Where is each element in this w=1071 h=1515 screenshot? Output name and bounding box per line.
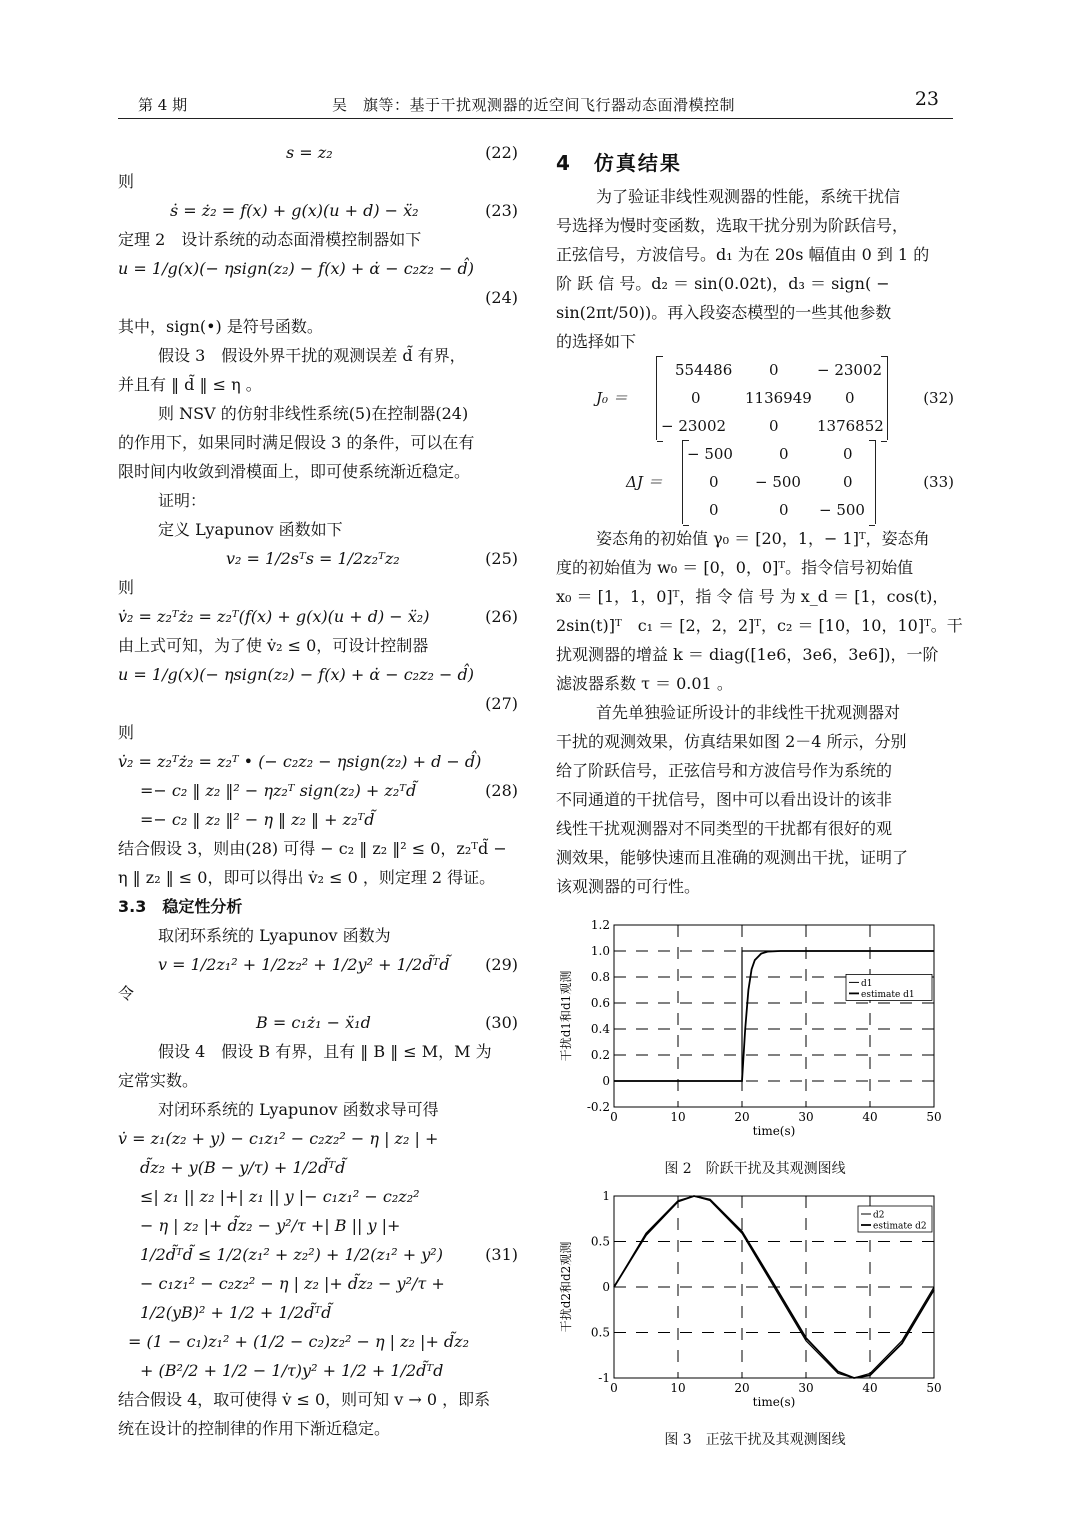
- x-tick-label: 20: [734, 1381, 750, 1395]
- paragraph-line: 度的初始值为 w₀ ＝ [0，0，0]ᵀ。指令信号初始值: [556, 558, 914, 577]
- equation-24-number: (24): [485, 288, 518, 307]
- x-tick-label: 10: [670, 1381, 686, 1395]
- assumption-3: 假设 3 假设外界干扰的观测误差 d̃ 有界，: [158, 346, 466, 365]
- equation-31-line: d̃z₂ + y(B − y/τ) + 1/2d̃ᵀd̃: [140, 1158, 346, 1177]
- paragraph-line: 该观测器的可行性。: [556, 877, 701, 896]
- paragraph-line: 线性干扰观测器对不同类型的干扰都有很好的观: [556, 819, 893, 838]
- x-tick-label: 10: [670, 1110, 686, 1124]
- equation-28: =− c₂ ‖ z₂ ‖² − ηz₂ᵀ sign(z₂) + z₂ᵀd̃ (28): [140, 781, 518, 800]
- equation-23: ṡ = ż₂ = f(x) + g(x)(u + d) − ẍ₂ (23): [170, 201, 518, 220]
- equation-32-number: (32): [923, 389, 954, 407]
- matrix-deltaJ-label: ΔJ ＝: [626, 473, 663, 491]
- y-tick-label: 0.5: [590, 1325, 610, 1340]
- theorem-2: 定理 2 设计系统的动态面滑模控制器如下: [118, 230, 422, 249]
- paragraph-line: 不同通道的干扰信号，图中可以看出设计的该非: [556, 790, 893, 809]
- proof-label: 证明：: [158, 491, 207, 510]
- paragraph-line: x₀ ＝ [1，1，0]ᵀ，指 令 信 号 为 x_d ＝ [1，cos(t)，: [556, 587, 949, 606]
- paragraph-line: sin(2πt/50))。再入段姿态模型的一些其他参数: [556, 303, 892, 322]
- figure-2: [556, 919, 954, 1182]
- running-header: [118, 90, 953, 119]
- paragraph-line: 滤波器系数 τ ＝ 0.01 。: [556, 674, 733, 693]
- x-tick-label: 20: [734, 1110, 750, 1124]
- equation-27: u = 1/g(x)(− ηsign(z₂) − f(x) + α̇ − c₂z₂ − d̂): [118, 665, 474, 684]
- equation-31-line: + (B²/2 + 1/2 − 1/τ)y² + 1/2 + 1/2d̃ᵀd: [140, 1361, 444, 1380]
- text-ling: 令: [118, 984, 135, 1003]
- legend-label: estimate d1: [861, 989, 915, 1000]
- derivative-intro: 对闭环系统的 Lyapunov 函数求导可得: [158, 1100, 439, 1119]
- equation-22: s = z₂ (22): [286, 143, 518, 162]
- legend-label: estimate d2: [873, 1221, 927, 1232]
- matrix-J0: [556, 356, 954, 440]
- figure-2-caption: 图 2 阶跃干扰及其观测图线: [664, 1161, 846, 1177]
- chart-sine-disturbance: [556, 1190, 954, 1418]
- equation-25: v₂ = 1/2sᵀs = 1/2z₂ᵀz₂ (25): [226, 549, 518, 568]
- matrix-J0-body: 554486 0 − 23002 0 1136949 0 − 23002 0 1376852: [656, 356, 888, 440]
- lyapunov-def: 定义 Lyapunov 函数如下: [158, 520, 343, 539]
- y-tick-label: -0.2: [586, 1100, 610, 1114]
- equation-26: v̇₂ = z₂ᵀż₂ = z₂ᵀ(f(x) + g(x)(u + d) − ẍ₂) (26): [118, 607, 518, 626]
- paragraph-line: 限时间内收敛到滑模面上，即可使系统渐近稳定。: [118, 462, 471, 481]
- equation-29: v = 1/2z₁² + 1/2z₂² + 1/2y² + 1/2d̃ᵀd̃ (29): [158, 955, 518, 974]
- y-tick-label: 0: [602, 1280, 610, 1294]
- plot-frame: [614, 925, 934, 1107]
- y-tick-label: 0.8: [590, 970, 610, 984]
- x-tick-label: 40: [862, 1381, 878, 1395]
- paragraph-line: 阶 跃 信 号。d₂ ＝ sin(0.02t)，d₃ ＝ sign( −: [556, 274, 890, 293]
- y-tick-label: 1: [602, 1190, 610, 1203]
- matrix-deltaJ-body: − 500 0 0 0 − 500 0 0 0 − 500: [682, 440, 876, 524]
- equation-27-number: (27): [485, 694, 518, 713]
- text-ze: 则: [118, 172, 135, 191]
- matrix-J0-label: J₀ ＝: [596, 389, 628, 407]
- x-tick-label: 30: [798, 1381, 814, 1395]
- y-tick-label: 1.0: [590, 944, 610, 958]
- sign-note: 其中，sign(•) 是符号函数。: [118, 317, 323, 336]
- legend: [846, 974, 932, 1000]
- paragraph-line: 正弦信号，方波信号。d₁ 为在 20s 幅值由 0 到 1 的: [556, 245, 930, 264]
- paragraph-line: 则 NSV 的仿射非线性系统(5)在控制器(24): [158, 404, 469, 423]
- equation-31-line: − η | z₂ |+ d̃z₂ − y²/τ +| B || y |+: [140, 1216, 401, 1235]
- equation-24: u = 1/g(x)(− ηsign(z₂) − f(x) + α̇ − c₂z₂ − d̂): [118, 259, 474, 278]
- grid-lines: [614, 925, 934, 1107]
- y-axis-label: 干扰d2和d2观测: [559, 1241, 573, 1333]
- y-axis-label: 干扰d1和d1观测: [559, 970, 573, 1062]
- equation-31: 1/2d̃ᵀd̃ ≤ 1/2(z₁² + z₂²) + 1/2(z₁² + y²) (31): [140, 1245, 518, 1264]
- assumption-4: 假设 4 假设 B 有界，且有 ‖ B ‖ ≤ M，M 为: [158, 1042, 492, 1061]
- page-number: 23: [914, 88, 939, 110]
- x-axis-label: time(s): [752, 1124, 796, 1138]
- text-ze: 则: [118, 723, 135, 742]
- conclusion-line: η ‖ z₂ ‖ ≤ 0，即可以得出 v̇₂ ≤ 0 ，则定理 2 得证。: [118, 868, 496, 887]
- x-axis-label: time(s): [752, 1395, 796, 1409]
- header-title: 吴 旗等：基于干扰观测器的近空间飞行器动态面滑模控制: [332, 96, 736, 114]
- y-tick-label: 0.5: [590, 1234, 610, 1249]
- paragraph-line: 2sin(t)]ᵀ c₁ ＝ [2，2，2]ᵀ，c₂ ＝ [10，10，10]ᵀ。干: [556, 616, 963, 635]
- section-4-title: 4 仿真结果: [556, 151, 682, 175]
- left-column: [118, 138, 518, 1443]
- equation-30: B = c₁ż₁ − ẍ₁d (30): [256, 1013, 518, 1032]
- equation-28-line3: =− c₂ ‖ z₂ ‖² − η ‖ z₂ ‖ + z₂ᵀd̃: [140, 810, 375, 829]
- x-tick-label: 0: [610, 1381, 618, 1395]
- figure-3-caption: 图 3 正弦干扰及其观测图线: [664, 1432, 846, 1448]
- x-tick-label: 40: [862, 1110, 878, 1124]
- design-line: 由上式可知，为了使 v̇₂ ≤ 0，可设计控制器: [118, 636, 429, 655]
- equation-31-line: 1/2(yB)² + 1/2 + 1/2d̃ᵀd̃: [140, 1303, 332, 1322]
- conclusion-line: 结合假设 3，则由(28) 可得 − c₂ ‖ z₂ ‖² ≤ 0，z₂ᵀd̃ −: [118, 839, 507, 858]
- right-column: [556, 138, 963, 1453]
- equation-28-line1: v̇₂ = z₂ᵀż₂ = z₂ᵀ • (− c₂z₂ − ηsign(z₂) + d − d̂): [118, 752, 482, 771]
- section-3-3-title: 3.3 稳定性分析: [118, 897, 243, 916]
- text-ze: 则: [118, 578, 135, 597]
- x-tick-label: 50: [926, 1110, 942, 1124]
- paragraph-line: 为了验证非线性观测器的性能，系统干扰信: [596, 187, 901, 206]
- assumption-3-cont: 并且有 ‖ d̃ ‖ ≤ η 。: [118, 375, 262, 394]
- paragraph-line: 首先单独验证所设计的非线性干扰观测器对: [596, 703, 901, 722]
- paragraph-line: 的作用下，如果同时满足假设 3 的条件，可以在有: [118, 433, 475, 452]
- paragraph-line: 扰观测器的增益 k ＝ diag([1e6，3e6，3e6])，一阶: [556, 645, 939, 664]
- paragraph-line: 测效果，能够快速而且准确的观测出干扰，证明了: [556, 848, 909, 867]
- x-tick-label: 30: [798, 1110, 814, 1124]
- paragraph-line: 号选择为慢时变函数，选取干扰分别为阶跃信号，: [556, 216, 909, 235]
- issue-number: 第 4 期: [138, 96, 188, 114]
- closed-loop-lyapunov: 取闭环系统的 Lyapunov 函数为: [158, 926, 391, 945]
- y-tick-label: 0: [602, 1074, 610, 1088]
- y-tick-label: -1: [598, 1371, 610, 1385]
- legend: [858, 1206, 932, 1232]
- matrix-deltaJ: [556, 440, 954, 524]
- paragraph-line: 干扰的观测效果，仿真结果如图 2－4 所示，分别: [556, 732, 907, 751]
- y-tick-label: 0.6: [590, 996, 610, 1010]
- paragraph-line: 姿态角的初始值 γ₀ ＝ [20，1，− 1]ᵀ，姿态角: [596, 529, 930, 548]
- equation-31-line: = (1 − c₁)z₁² + (1/2 − c₂)z₂² − η | z₂ |+ d̃z₂: [128, 1332, 470, 1351]
- y-tick-label: 1.2: [590, 919, 610, 932]
- paragraph-line: 给了阶跃信号，正弦信号和方波信号作为系统的: [556, 761, 893, 780]
- x-tick-label: 50: [926, 1381, 942, 1395]
- assumption-4-cont: 定常实数。: [118, 1071, 199, 1090]
- final-line: 结合假设 4，取可使得 v̇ ≤ 0，则可知 v → 0 ，即系: [118, 1390, 491, 1409]
- paragraph-line: 的选择如下: [556, 332, 637, 351]
- equation-31-line: ≤| z₁ || z₂ |+| z₁ || y |− c₁z₁² − c₂z₂²: [140, 1187, 420, 1206]
- figure-3: [556, 1190, 954, 1453]
- series-line-actual: [614, 951, 934, 1081]
- legend-label: d2: [873, 1210, 885, 1221]
- legend-label: d1: [861, 978, 873, 989]
- y-tick-label: 0.4: [590, 1022, 610, 1036]
- equation-33-number: (33): [923, 473, 954, 491]
- chart-step-disturbance: [556, 919, 954, 1147]
- series-line-estimate: [614, 951, 934, 1081]
- final-line: 统在设计的控制律的作用下渐近稳定。: [118, 1419, 391, 1438]
- y-tick-label: 0.2: [590, 1048, 610, 1062]
- x-tick-label: 0: [610, 1110, 618, 1124]
- equation-31-line: v̇ = z₁(z₂ + y) − c₁z₁² − c₂z₂² − η | z₂ | +: [118, 1129, 439, 1148]
- equation-31-line: − c₁z₁² − c₂z₂² − η | z₂ |+ d̃z₂ − y²/τ +: [140, 1274, 445, 1293]
